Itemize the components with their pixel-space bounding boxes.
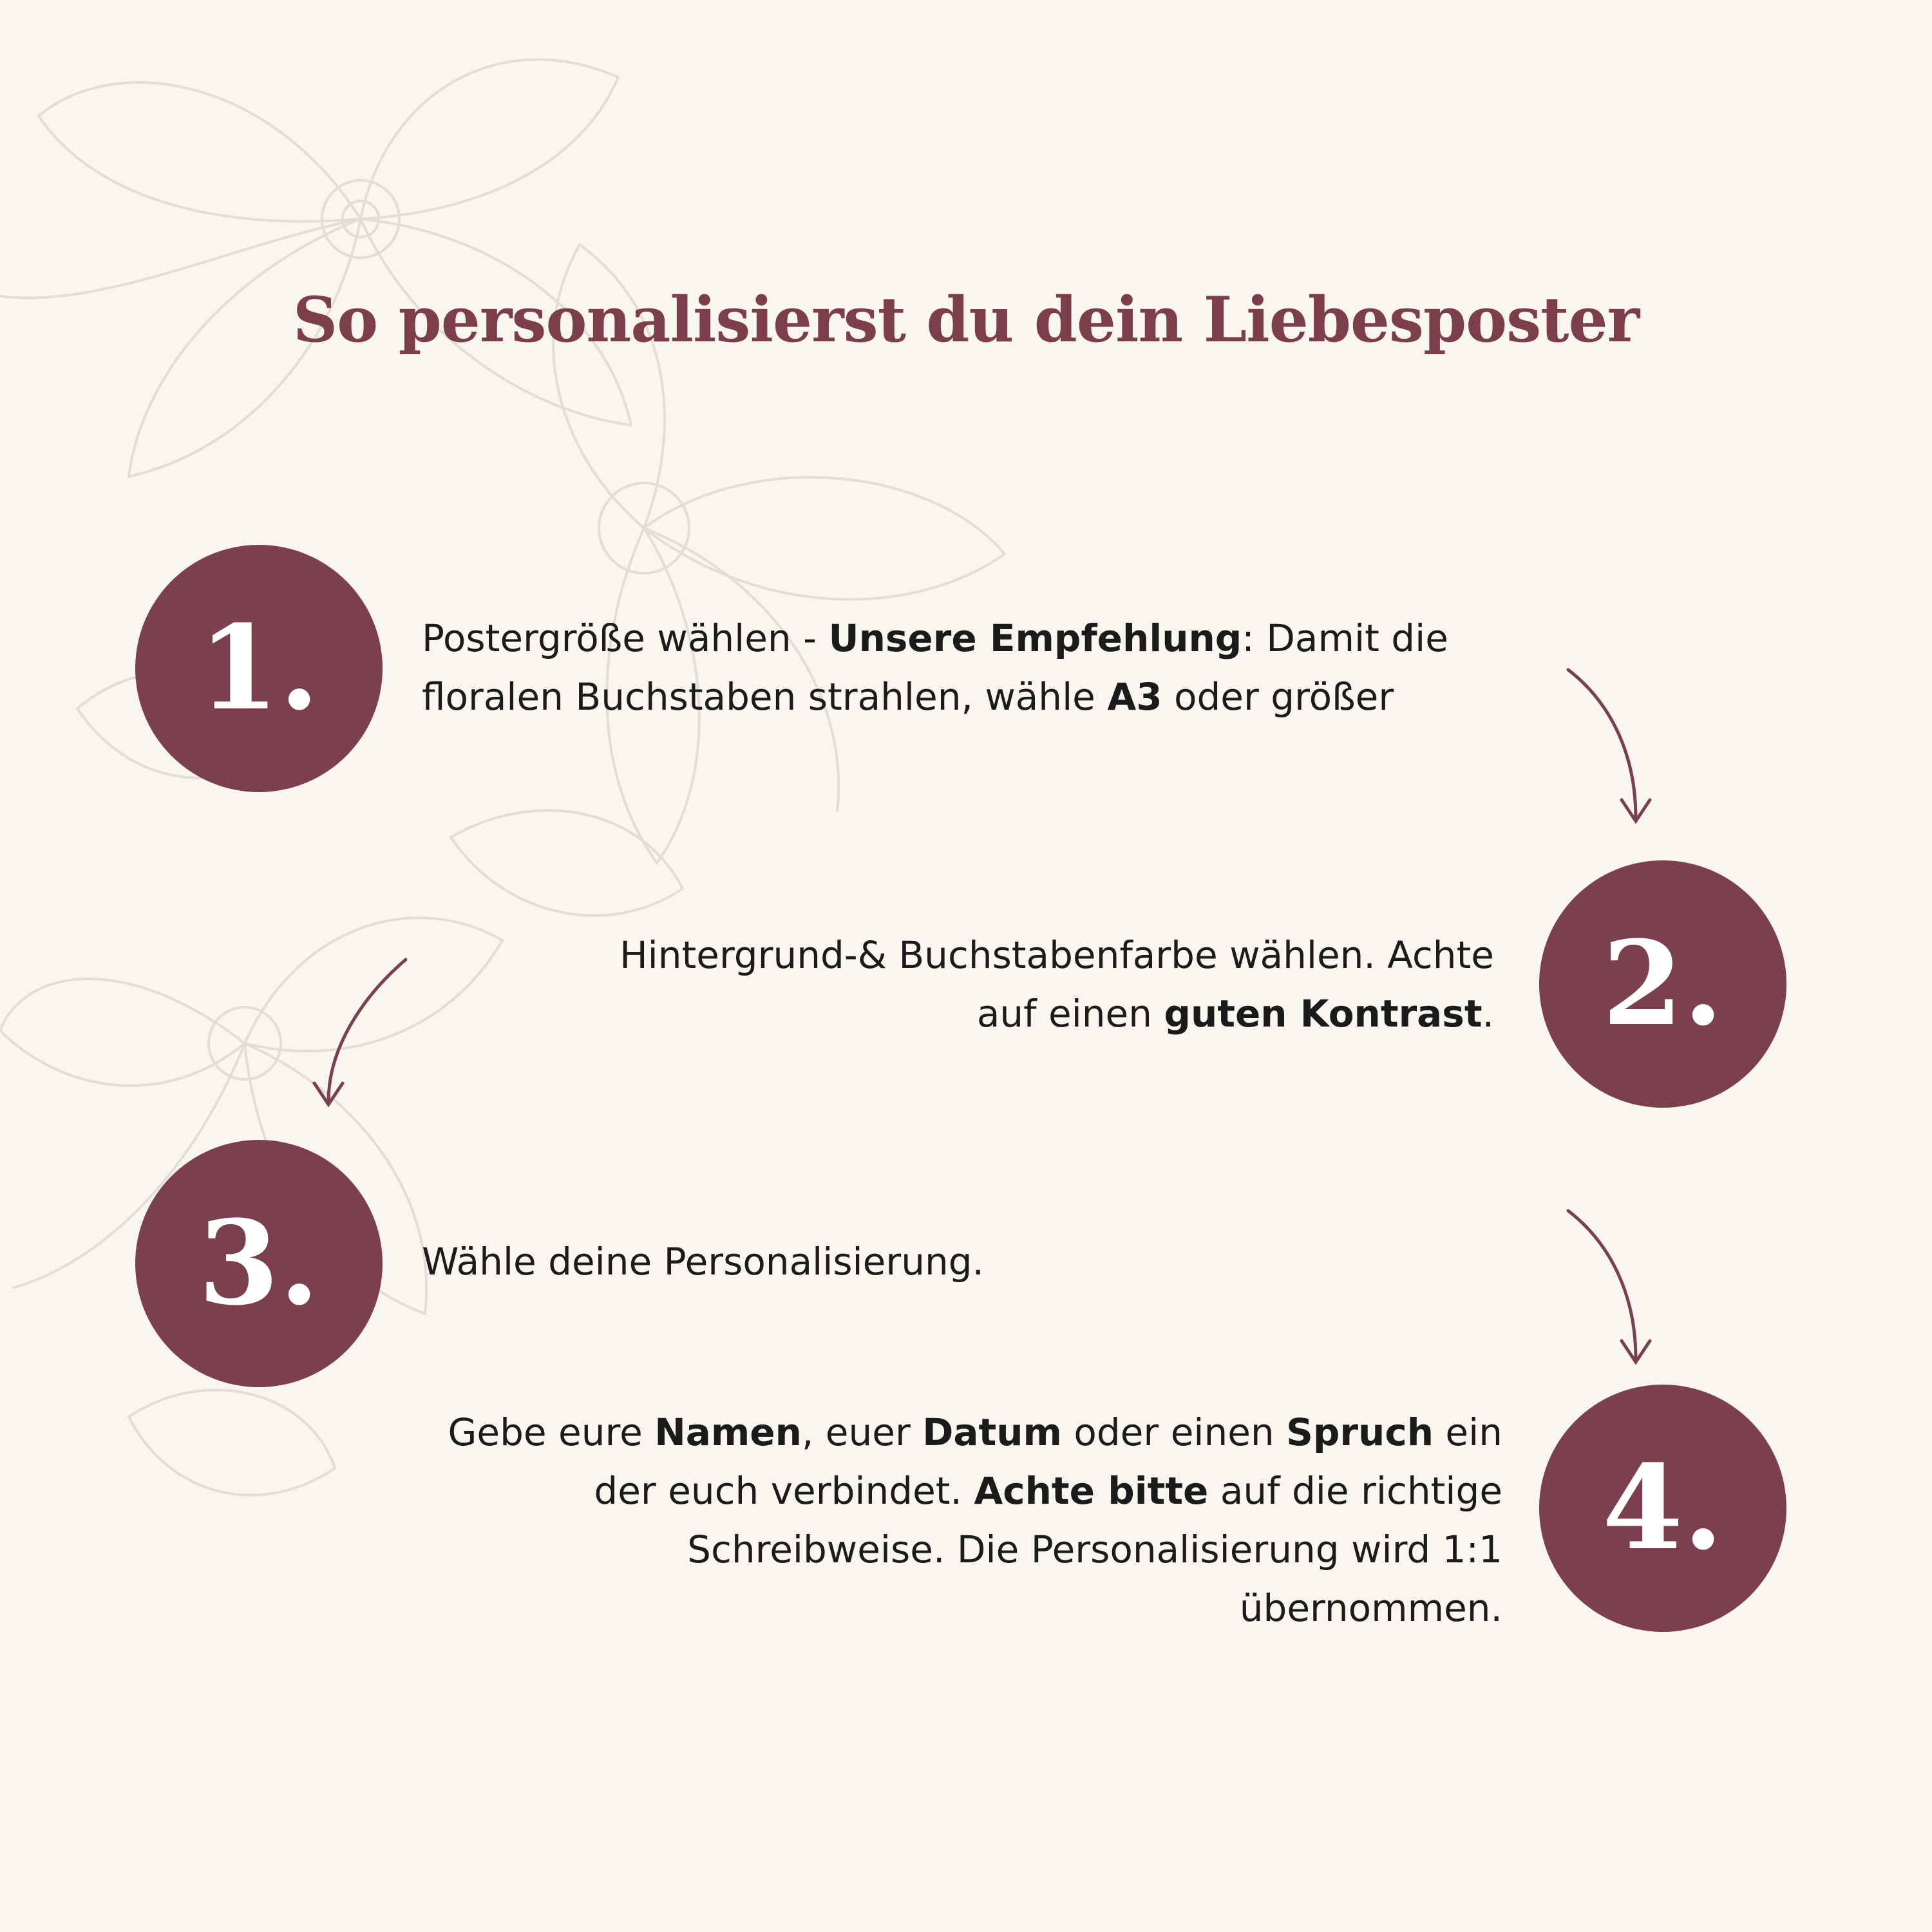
step-1-number-badge [135, 545, 383, 792]
step-1-number: 1. [198, 600, 319, 736]
curved-arrow-icon [1558, 663, 1662, 831]
step-4-emphasis: Namen [654, 1410, 802, 1454]
page-title: So personalisierst du dein Liebesposter [292, 283, 1640, 356]
step-4-text-part: oder einen [1061, 1410, 1287, 1454]
step-4-emphasis: Achte bitte [974, 1469, 1209, 1513]
step-4-emphasis: Spruch [1286, 1410, 1434, 1454]
step-1-text-part: : Damit die floralen Buchstaben strahlen, wähle [422, 616, 1448, 719]
step-1-text-part: oder größer [1162, 675, 1394, 719]
step-4-text-part: ein der euch verbindet. [594, 1410, 1502, 1513]
step-1-text-part: Postergröße wählen - [422, 616, 829, 660]
step-4-number: 4. [1602, 1440, 1723, 1576]
step-4-text-part: Gebe eure [448, 1410, 655, 1454]
step-2-text-part: . [1482, 992, 1494, 1036]
step-3-number: 3. [198, 1195, 319, 1331]
step-1-text [422, 609, 1504, 726]
step-1-emphasis: A3 [1107, 675, 1162, 719]
step-2-text [618, 926, 1494, 1043]
step-4-number-badge [1539, 1385, 1786, 1632]
step-2-emphasis: guten Kontrast [1164, 992, 1482, 1036]
step-4-emphasis: Datum [922, 1410, 1062, 1454]
curved-arrow-icon [303, 947, 419, 1114]
floral-background-illustration [0, 0, 1159, 1610]
step-4-text [425, 1403, 1502, 1638]
step-4-text-part: , euer [801, 1410, 923, 1454]
step-2-number: 2. [1602, 916, 1723, 1052]
step-3-text [422, 1233, 1452, 1291]
step-4-text-part: auf die richtige Schreibweise. Die Personalisierung wird 1:1 übernommen. [687, 1469, 1502, 1630]
step-3-text-part: Wähle deine Personalisierung. [422, 1240, 984, 1283]
step-1-emphasis: Unsere Empfehlung [828, 616, 1242, 660]
step-2-number-badge [1539, 860, 1786, 1108]
step-2-text-part: Hintergrund-& Buchstabenfarbe wählen. Achte auf einen [620, 933, 1494, 1036]
curved-arrow-icon [1558, 1204, 1662, 1372]
step-3-number-badge [135, 1140, 383, 1387]
